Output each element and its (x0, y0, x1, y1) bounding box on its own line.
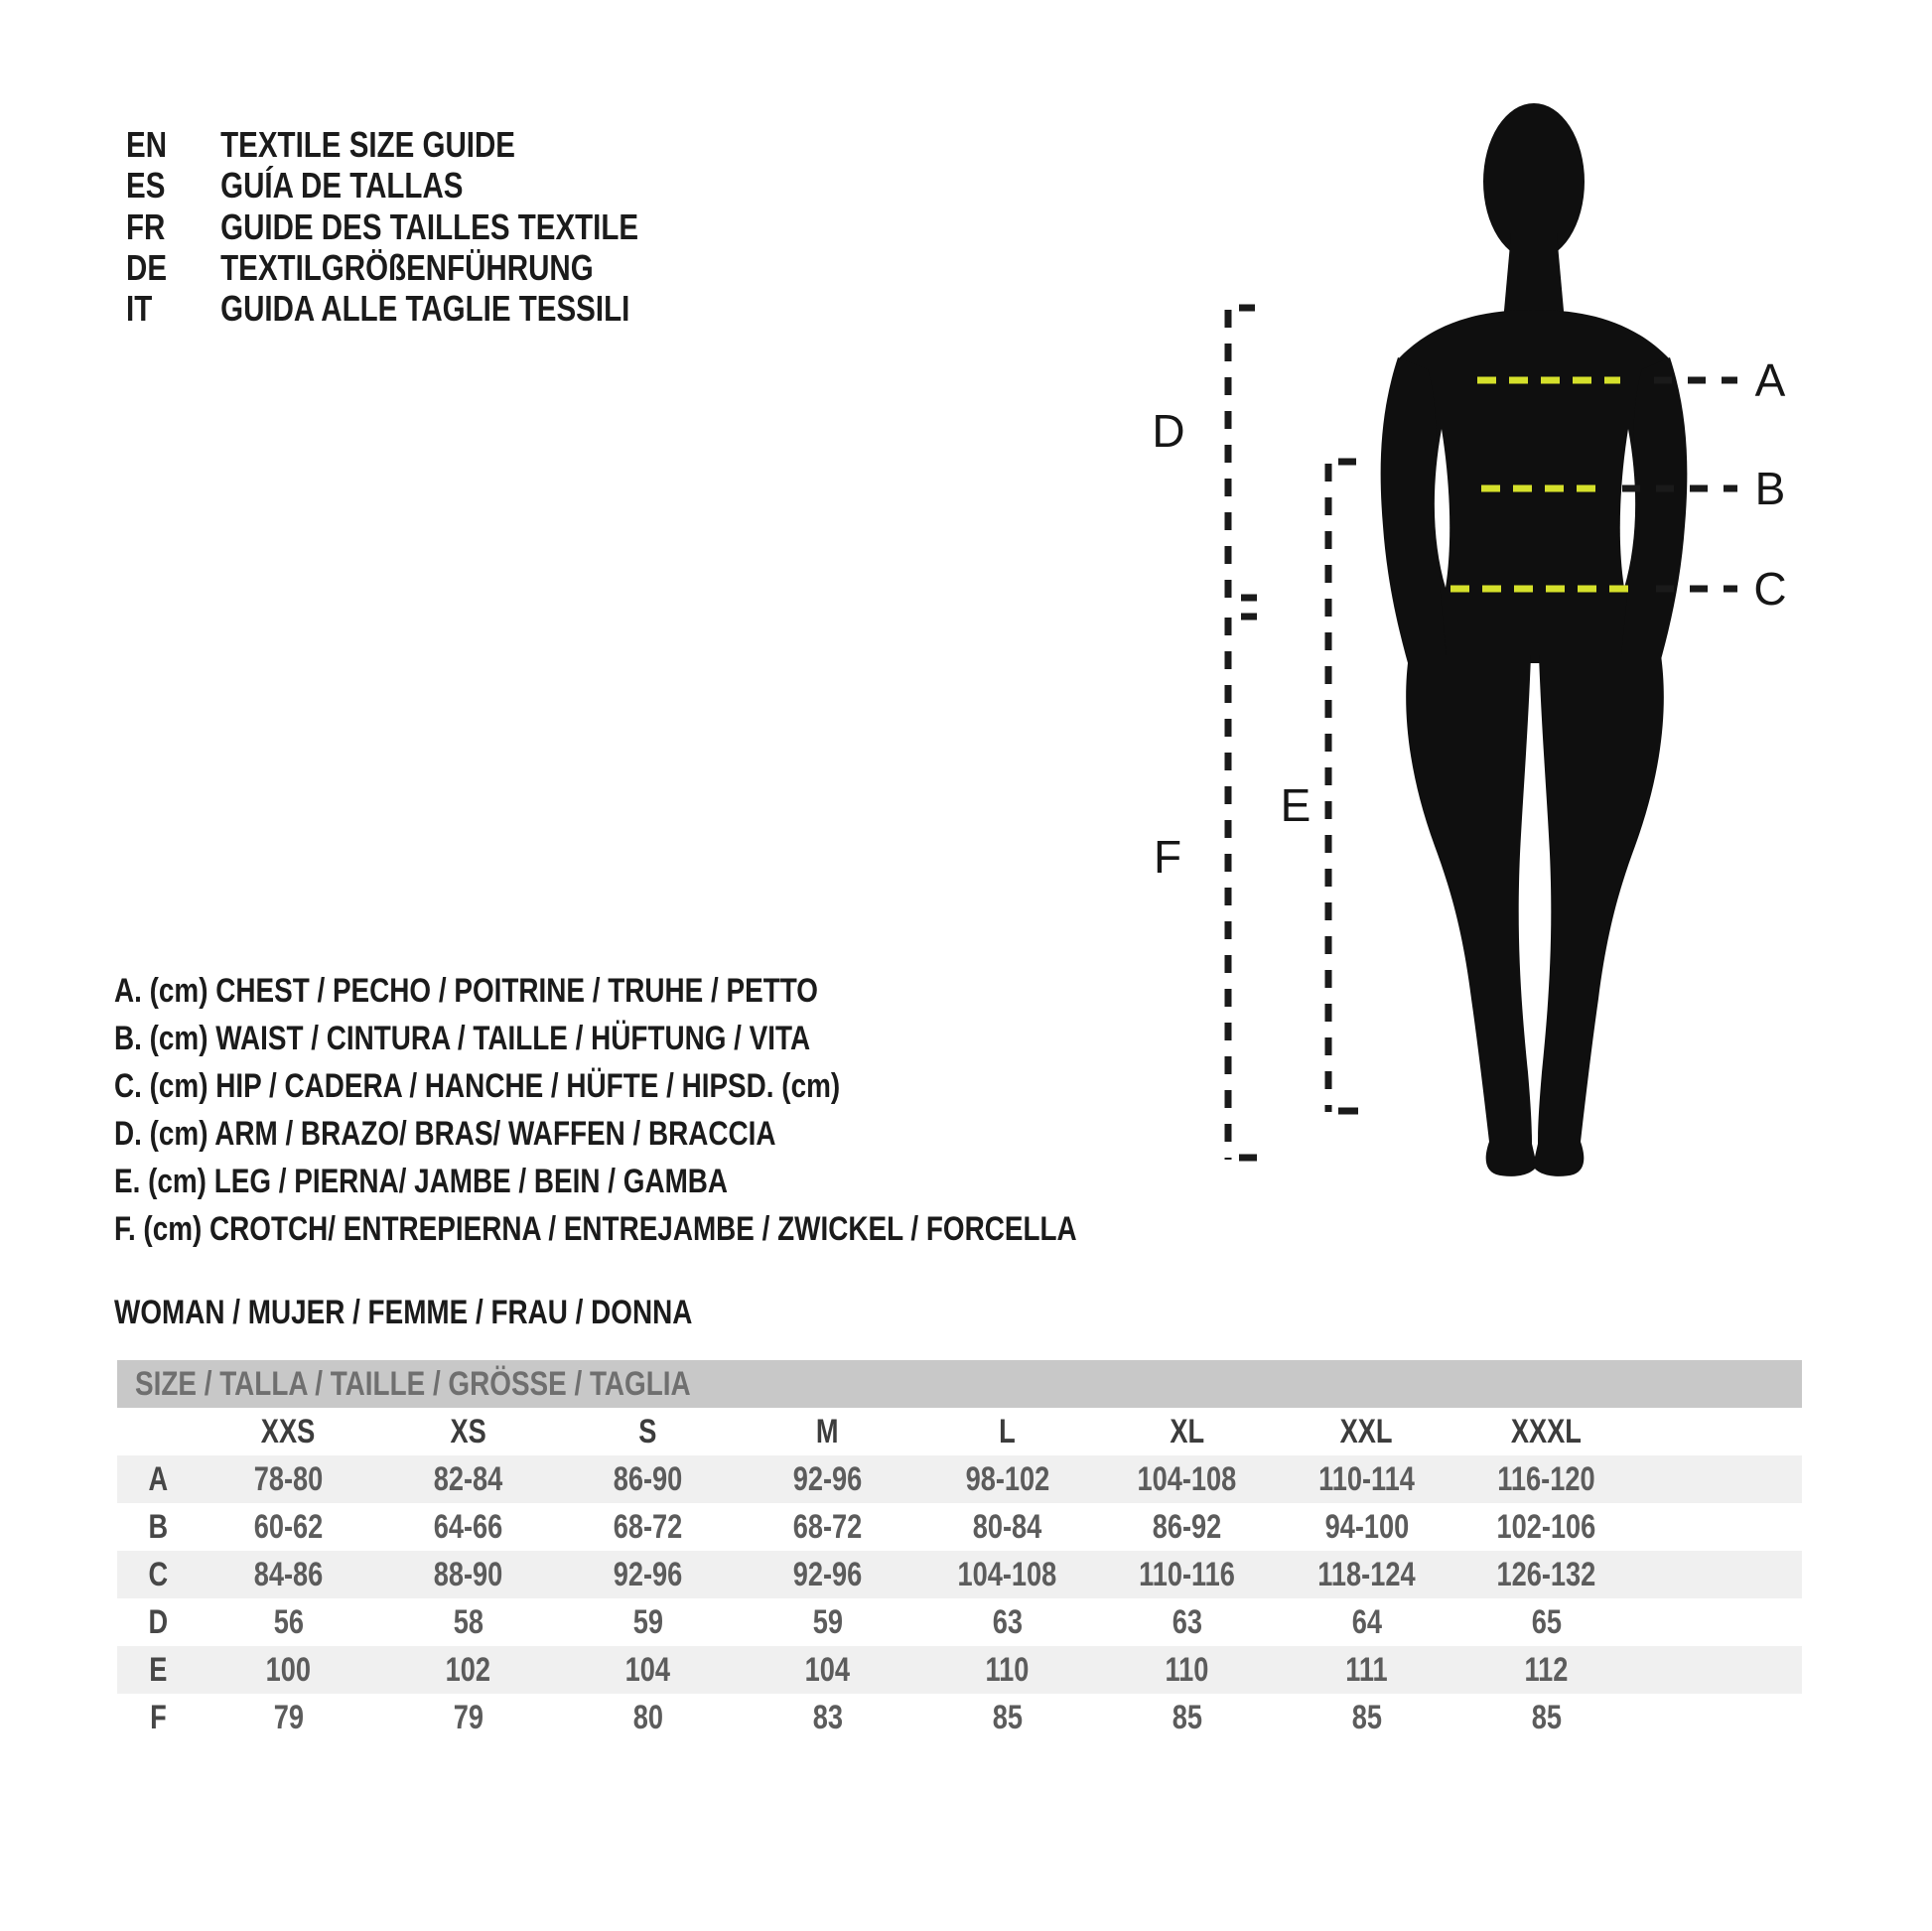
size-value-cell: 56 (273, 1602, 304, 1641)
size-value-cell: 85 (1531, 1698, 1562, 1736)
label-crotch-F: F (1153, 831, 1182, 883)
legend-row-e (114, 1160, 863, 1203)
woman-silhouette (1381, 103, 1688, 1176)
size-value-cell: 92-96 (792, 1555, 863, 1593)
language-title: GUIDE DES TAILLES TEXTILE (220, 206, 639, 247)
size-value-cell: 110 (985, 1650, 1030, 1689)
language-code: EN (126, 124, 168, 165)
table-row-column-headers (117, 1408, 1802, 1455)
size-column-header: M (816, 1412, 839, 1450)
size-value-cell: 86-92 (1152, 1507, 1222, 1546)
size-value-cell: 116-120 (1497, 1459, 1595, 1498)
size-value-cell: 63 (992, 1602, 1023, 1641)
table-row-d (117, 1598, 1802, 1646)
size-value-cell: 58 (453, 1602, 483, 1641)
legend-text: B. (cm) WAIST / CINTURA / TAILLE / HÜFTUNG / VITA (114, 1020, 811, 1057)
language-code: DE (126, 246, 168, 288)
language-title: GUÍA DE TALLAS (220, 165, 464, 207)
corner-cell (117, 1413, 199, 1451)
size-value-cell: 68-72 (613, 1507, 683, 1546)
size-value-cell: 78-80 (253, 1459, 324, 1498)
size-value-cell: 84-86 (253, 1555, 324, 1593)
size-value-cell: 85 (992, 1698, 1023, 1736)
row-label-cell: F (149, 1698, 167, 1736)
measure-ticks (1239, 308, 1358, 1158)
language-title: TEXTILE SIZE GUIDE (220, 124, 515, 165)
size-column-header: XXL (1340, 1412, 1393, 1450)
legend-text: D. (cm) ARM / BRAZO/ BRAS/ WAFFEN / BRACCIA (114, 1115, 776, 1153)
label-chest-A: A (1754, 354, 1786, 406)
language-row-es (126, 165, 537, 207)
size-value-cell: 104-108 (957, 1555, 1057, 1593)
legend-text: C. (cm) HIP / CADERA / HANCHE / HÜFTE / HIPSD. (cm) (114, 1067, 841, 1105)
size-value-cell: 102 (445, 1650, 491, 1689)
size-value-cell: 79 (273, 1698, 304, 1736)
size-column-header: L (999, 1412, 1016, 1450)
legend-text: E. (cm) LEG / PIERNA/ JAMBE / BEIN / GAMBA (114, 1163, 729, 1200)
size-value-cell: 63 (1172, 1602, 1202, 1641)
size-value-cell: 59 (632, 1602, 663, 1641)
silhouette-left-leg (1406, 655, 1537, 1176)
size-column-header: XS (450, 1412, 486, 1450)
size-column-header: S (638, 1412, 657, 1450)
size-value-cell: 68-72 (792, 1507, 863, 1546)
size-value-cell: 86-90 (613, 1459, 683, 1498)
size-value-cell: 92-96 (792, 1459, 863, 1498)
label-waist-B: B (1754, 463, 1786, 514)
size-value-cell: 104 (624, 1650, 671, 1689)
table-row-e (117, 1646, 1802, 1694)
size-value-cell: 110 (1165, 1650, 1209, 1689)
size-value-cell: 80 (632, 1698, 663, 1736)
language-row-it (126, 288, 741, 330)
size-value-cell: 60-62 (253, 1507, 324, 1546)
size-value-cell: 100 (265, 1650, 312, 1689)
size-value-cell: 98-102 (965, 1459, 1049, 1498)
language-row-en (126, 124, 601, 166)
silhouette-right-leg (1533, 655, 1664, 1176)
size-value-cell: 85 (1172, 1698, 1202, 1736)
size-value-cell: 104-108 (1137, 1459, 1237, 1498)
size-value-cell: 65 (1531, 1602, 1562, 1641)
row-label-cell: D (148, 1602, 168, 1641)
size-value-cell: 85 (1351, 1698, 1382, 1736)
size-table-body (117, 1408, 1802, 1741)
size-column-header: XL (1170, 1412, 1204, 1450)
gender-heading-text: WOMAN / MUJER / FEMME / FRAU / DONNA (114, 1294, 693, 1331)
size-value-cell: 126-132 (1496, 1555, 1596, 1593)
size-value-cell: 110-114 (1318, 1459, 1415, 1498)
size-value-cell: 64-66 (433, 1507, 503, 1546)
language-code: ES (126, 165, 166, 207)
size-value-cell: 64 (1351, 1602, 1382, 1641)
language-code: FR (126, 206, 166, 247)
size-value-cell: 80-84 (972, 1507, 1042, 1546)
gender-heading (114, 1291, 819, 1334)
size-value-cell: 92-96 (613, 1555, 683, 1593)
label-hip-C: C (1753, 563, 1787, 615)
language-row-de (126, 247, 696, 289)
size-value-cell: 104 (804, 1650, 851, 1689)
legend-text: F. (cm) CROTCH/ ENTREPIERNA / ENTREJAMBE / ZWICKEL / FORCELLA (114, 1210, 1077, 1248)
size-value-cell: 88-90 (433, 1555, 503, 1593)
language-title: TEXTILGRÖßENFÜHRUNG (220, 246, 594, 288)
row-label-cell: C (148, 1555, 168, 1593)
size-value-cell: 111 (1345, 1650, 1388, 1689)
silhouette-neck (1503, 233, 1565, 322)
language-title: GUIDA ALLE TAGLIE TESSILI (220, 288, 630, 330)
size-value-cell: 102-106 (1496, 1507, 1596, 1546)
size-table (117, 1360, 1802, 1741)
legend-text: A. (cm) CHEST / PECHO / POITRINE / TRUHE / PETTO (114, 972, 818, 1010)
table-row-a (117, 1455, 1802, 1503)
size-table-header-text: SIZE / TALLA / TAILLE / GRÖSSE / TAGLIA (135, 1364, 691, 1403)
legend-row-f (114, 1207, 1288, 1251)
language-row-fr (126, 207, 751, 248)
table-row-c (117, 1551, 1802, 1598)
size-table-header-band (117, 1360, 1802, 1408)
size-value-cell: 94-100 (1324, 1507, 1409, 1546)
size-column-header: XXXL (1510, 1412, 1583, 1450)
size-value-cell: 59 (812, 1602, 843, 1641)
size-value-cell: 110-116 (1139, 1555, 1235, 1593)
label-arm-D: D (1152, 405, 1185, 457)
size-value-cell: 79 (453, 1698, 483, 1736)
legend-row-d (114, 1112, 921, 1156)
table-row-f (117, 1694, 1802, 1741)
body-measurement-diagram (1092, 79, 1932, 1201)
legend-row-c (114, 1064, 1000, 1108)
legend-row-b (114, 1017, 963, 1060)
row-label-cell: E (148, 1650, 168, 1689)
size-value-cell: 82-84 (433, 1459, 503, 1498)
size-value-cell: 83 (812, 1698, 843, 1736)
size-value-cell: 118-124 (1317, 1555, 1416, 1593)
size-value-cell: 112 (1524, 1650, 1569, 1689)
size-column-header: XXS (261, 1412, 316, 1450)
language-code: IT (126, 288, 153, 330)
table-row-b (117, 1503, 1802, 1551)
row-label-cell: B (148, 1507, 168, 1546)
legend-row-a (114, 969, 973, 1013)
row-label-cell: A (148, 1459, 168, 1498)
label-leg-E: E (1280, 779, 1311, 831)
